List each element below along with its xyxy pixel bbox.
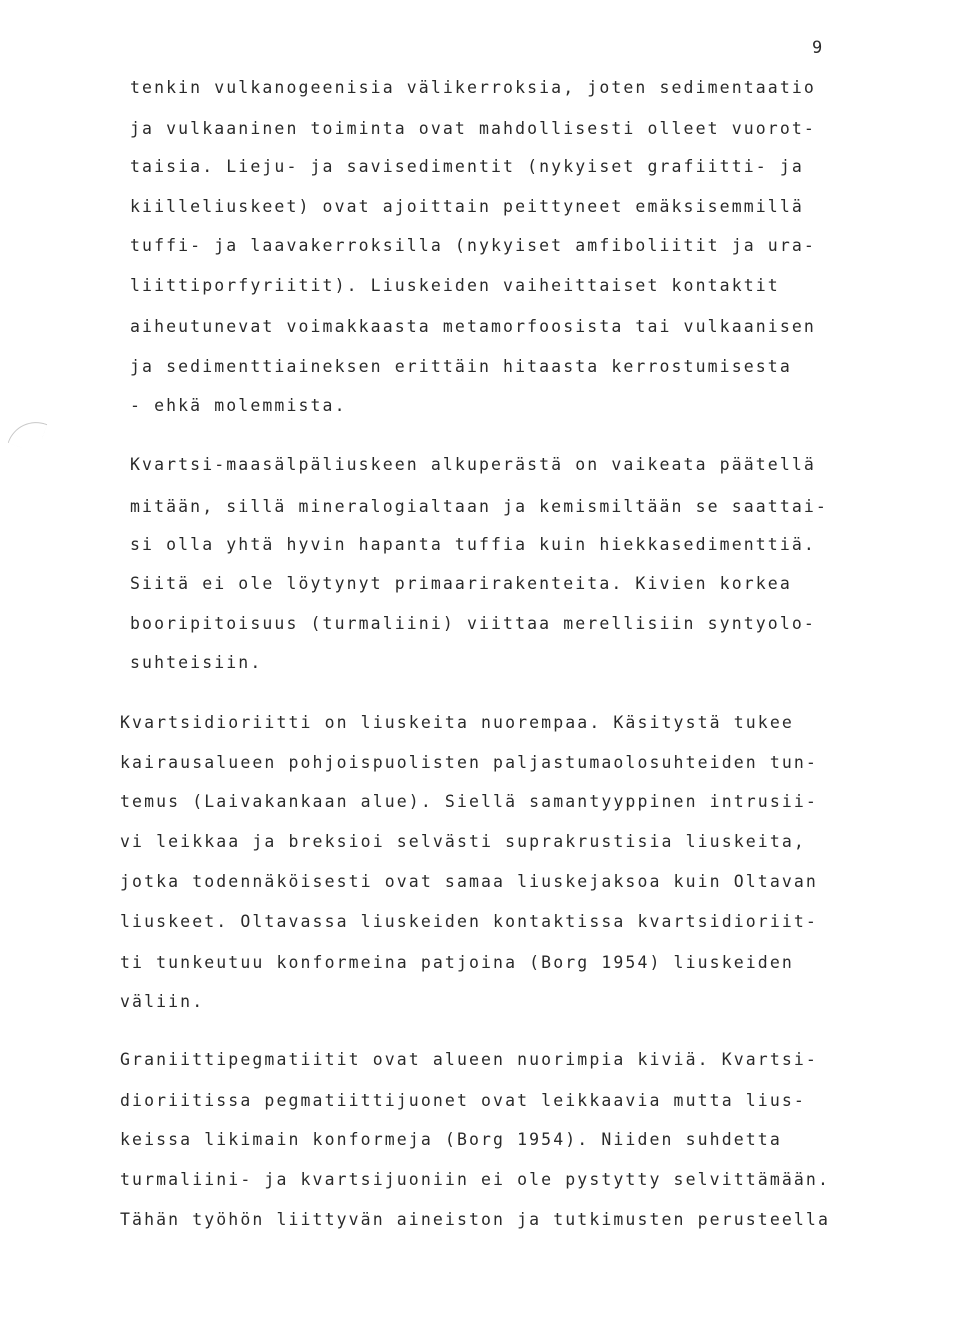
text-line: suhteisiin. — [130, 653, 263, 672]
text-line: aiheutunevat voimakkaasta metamorfoosista tai vulkaanisen — [130, 317, 816, 336]
text-line: vi leikkaa ja breksioi selvästi suprakrustisia liuskeita, — [120, 832, 806, 851]
text-line: väliin. — [120, 992, 205, 1011]
margin-mark — [8, 414, 48, 454]
text-line: Kvartsi-maasälpäliuskeen alkuperästä on vaikeata päätellä — [130, 455, 816, 474]
text-line: Tähän työhön liittyvän aineiston ja tutkimusten perusteella — [120, 1210, 830, 1229]
text-line: Graniittipegmatiitit ovat alueen nuorimpia kiviä. Kvartsi- — [120, 1050, 818, 1069]
text-line: liittiporfyriitit). Liuskeiden vaiheittaiset kontaktit — [130, 276, 780, 295]
text-line: keissa likimain konformeja (Borg 1954). Niiden suhdetta — [120, 1130, 782, 1149]
text-line: mitään, sillä mineralogialtaan ja kemismiltään se saattai- — [130, 497, 828, 516]
text-line: turmaliini- ja kvartsijuoniin ei ole pystytty selvittämään. — [120, 1170, 830, 1189]
text-line: tenkin vulkanogeenisia välikerroksia, joten sedimentaatio — [130, 78, 816, 97]
text-line: ja sedimenttiaineksen erittäin hitaasta kerrostumisesta — [130, 357, 792, 376]
text-line: taisia. Lieju- ja savisedimentit (nykyiset grafiitti- ja — [130, 157, 804, 176]
text-line: booripitoisuus (turmaliini) viittaa merellisiin syntyolo- — [130, 614, 816, 633]
page-number: 9 — [812, 38, 824, 58]
text-line: si olla yhtä hyvin hapanta tuffia kuin hiekkasedimenttiä. — [130, 535, 816, 554]
text-line: ja vulkaaninen toiminta ovat mahdollisesti olleet vuorot- — [130, 119, 816, 138]
text-line: temus (Laivakankaan alue). Siellä samantyyppinen intrusii- — [120, 792, 818, 811]
text-line: liuskeet. Oltavassa liuskeiden kontaktissa kvartsidioriit- — [120, 912, 818, 931]
text-line: Siitä ei ole löytynyt primaarirakenteita. Kivien korkea — [130, 574, 792, 593]
text-line: tuffi- ja laavakerroksilla (nykyiset amfiboliitit ja ura- — [130, 236, 816, 255]
text-line: kairausalueen pohjoispuolisten paljastumaolosuhteiden tun- — [120, 753, 818, 772]
text-line: ti tunkeutuu konformeina patjoina (Borg 1954) liuskeiden — [120, 953, 794, 972]
text-line: jotka todennäköisesti ovat samaa liuskejaksoa kuin Oltavan — [120, 872, 818, 891]
text-line: - ehkä molemmista. — [130, 396, 347, 415]
text-line: dioriitissa pegmatiittijuonet ovat leikkaavia mutta lius- — [120, 1091, 806, 1110]
text-line: kiilleliuskeet) ovat ajoittain peittyneet emäksisemmillä — [130, 197, 804, 216]
text-line: Kvartsidioriitti on liuskeita nuorempaa. Käsitystä tukee — [120, 713, 794, 732]
